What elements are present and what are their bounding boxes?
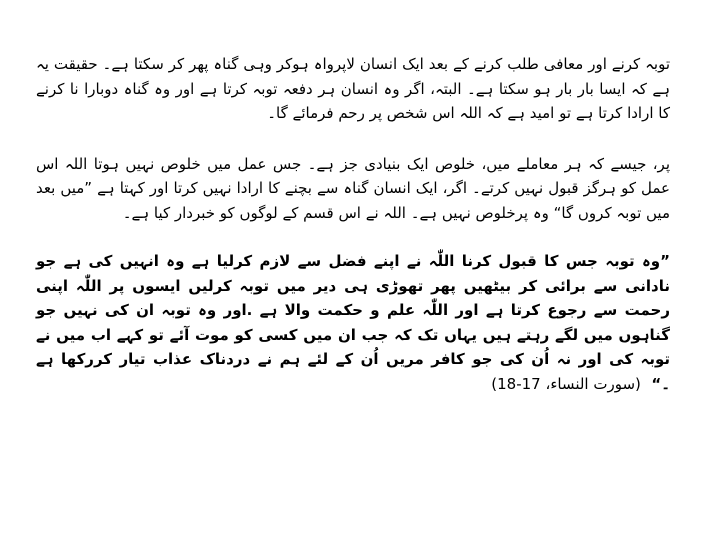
quote-text: ”وہ توبہ جس کا قبول کرنا اللّٰہ نے اپنے فضل سے لازم کرلیا ہے وہ انہیں کی ہے جو نادانی سے برائی کر بیٹھیں پھر تھوڑی ہی دیر میں توبہ کرلیں ایسوں پر اللّٰہ اپنی رحمت سے رجوع کرتا ہے اور اللّٰہ علم و حکمت والا ہے .اور وہ توبہ ان کی نہیں جو گناہوں میں لگے رہتے ہیں یہاں تک کہ جب ان میں کسی کو موت آئے تو کہے اب میں نے توبہ کی اور نہ اُن کی جو کافر مریں اُن کے لئے ہم نے دردناک عذاب تیار کررکھا ہے ۔“ — [36, 252, 670, 393]
quote-reference: (سورت النساء، 17-18) — [491, 374, 641, 393]
document-body — [36, 52, 670, 396]
paragraph-sincerity: پر، جیسے کہ ہر معاملے میں، خلوص ایک بنیادی جز ہے۔ جس عمل میں خلوص نہیں ہوتا اللہ اس عمل کو ہرگز قبول نہیں کرتے۔ اگر، ایک انسان گناہ سے بچنے کا ارادا نہیں کرتا اور کہتا ہے ”میں بعد میں توبہ کروں گا“ وہ پرخلوص نہیں ہے۔ اللہ نے اس قسم کے لوگوں کو خبردار کیا ہے۔ — [36, 154, 670, 222]
quran-quote — [36, 249, 670, 396]
paragraph-repentance: توبہ کرنے اور معافی طلب کرنے کے بعد ایک انسان لاپرواہ ہوکر وہی گناہ پھر کر سکتا ہے۔ حقیقت یہ ہے کہ ایسا بار بار ہو سکتا ہے۔ البتہ، اگر وہ انسان ہر دفعہ توبہ کرتا ہے اور وہ گناہ دوبارا نا کرنے کا ارادا کرتا ہے تو امید ہے کہ اللہ اس شخص پر رحم فرمائے گا۔ — [36, 55, 670, 122]
